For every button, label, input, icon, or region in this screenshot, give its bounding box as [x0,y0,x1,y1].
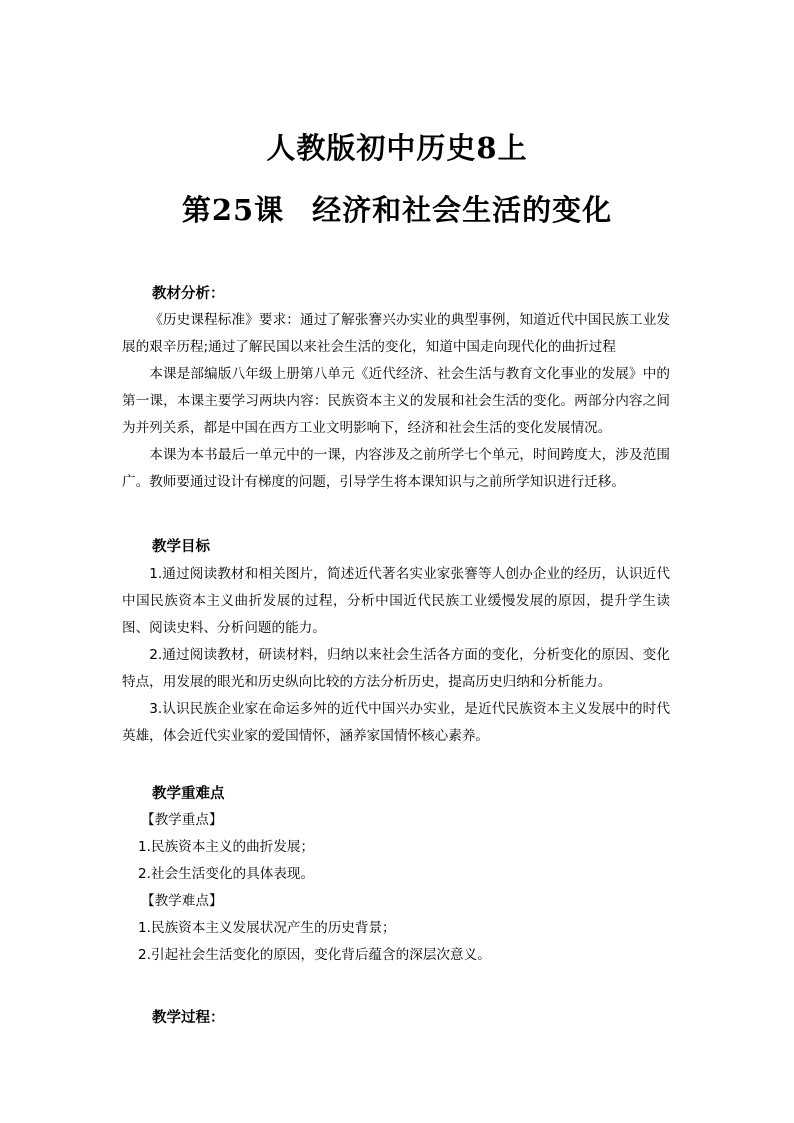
process-heading: 教学过程： [152,1010,225,1026]
objective-item: 1.通过阅读教材和相关图片，简述近代著名实业家张謇等人创办企业的经历，认识近代中国民族资本主义曲折发展的过程，分析中国近代民族工业缓慢发展的原因，提升学生读图、阅读史料、分析问题的能力。 [122,566,670,636]
key-point-item: 2.社会生活变化的具体表现。 [138,866,315,882]
objectives-heading: 教学目标 [152,539,210,555]
key-points-label: 【教学重点】 [141,812,223,828]
objective-item: 3.认识民族企业家在命运多舛的近代中国兴办实业，是近代民族资本主义发展中的时代英雄，体会近代实业家的爱国情怀，涵养家国情怀核心素养。 [122,701,670,744]
lesson-topic: 经济和社会生活的变化 [312,193,613,227]
lesson-number: 第25课 [181,193,285,227]
key-point-item: 1.民族资本主义的曲折发展； [138,839,315,855]
analysis-paragraph: 本课为本书最后一单元中的一课，内容涉及之前所学七个单元，时间跨度大，涉及范围广。教师要通过设计有梯度的问题，引导学生将本课知识与之前所学知识进行迁移。 [122,447,670,490]
key-points-heading: 教学重难点 [152,786,225,802]
analysis-heading: 教材分析： [152,286,225,302]
difficult-point-item: 1.民族资本主义发展状况产生的历史背景； [138,920,396,936]
lesson-title [0,188,794,229]
objective-item: 2.通过阅读教材，研读材料，归纳以来社会生活各方面的变化，分析变化的原因、变化特点，用发展的眼光和历史纵向比较的方法分析历史，提高历史归纳和分析能力。 [122,647,670,690]
difficult-point-item: 2.引起社会生活变化的原因，变化背后蕴含的深层次意义。 [138,947,491,963]
document-title: 人教版初中历史8上 [266,131,528,165]
analysis-paragraph: 本课是部编版八年级上册第八单元《近代经济、社会生活与教育文化事业的发展》中的第一课，本课主要学习两块内容：民族资本主义的发展和社会生活的变化。两部分内容之间为并列关系，都是中国在西方工业文明影响下，经济和社会生活的变化发展情况。 [122,366,670,436]
analysis-paragraph: 《历史课程标准》要求：通过了解张謇兴办实业的典型事例，知道近代中国民族工业发展的艰辛历程;通过了解民国以来社会生活的变化，知道中国走向现代化的曲折过程 [122,312,670,355]
difficult-points-label: 【教学难点】 [141,893,223,909]
